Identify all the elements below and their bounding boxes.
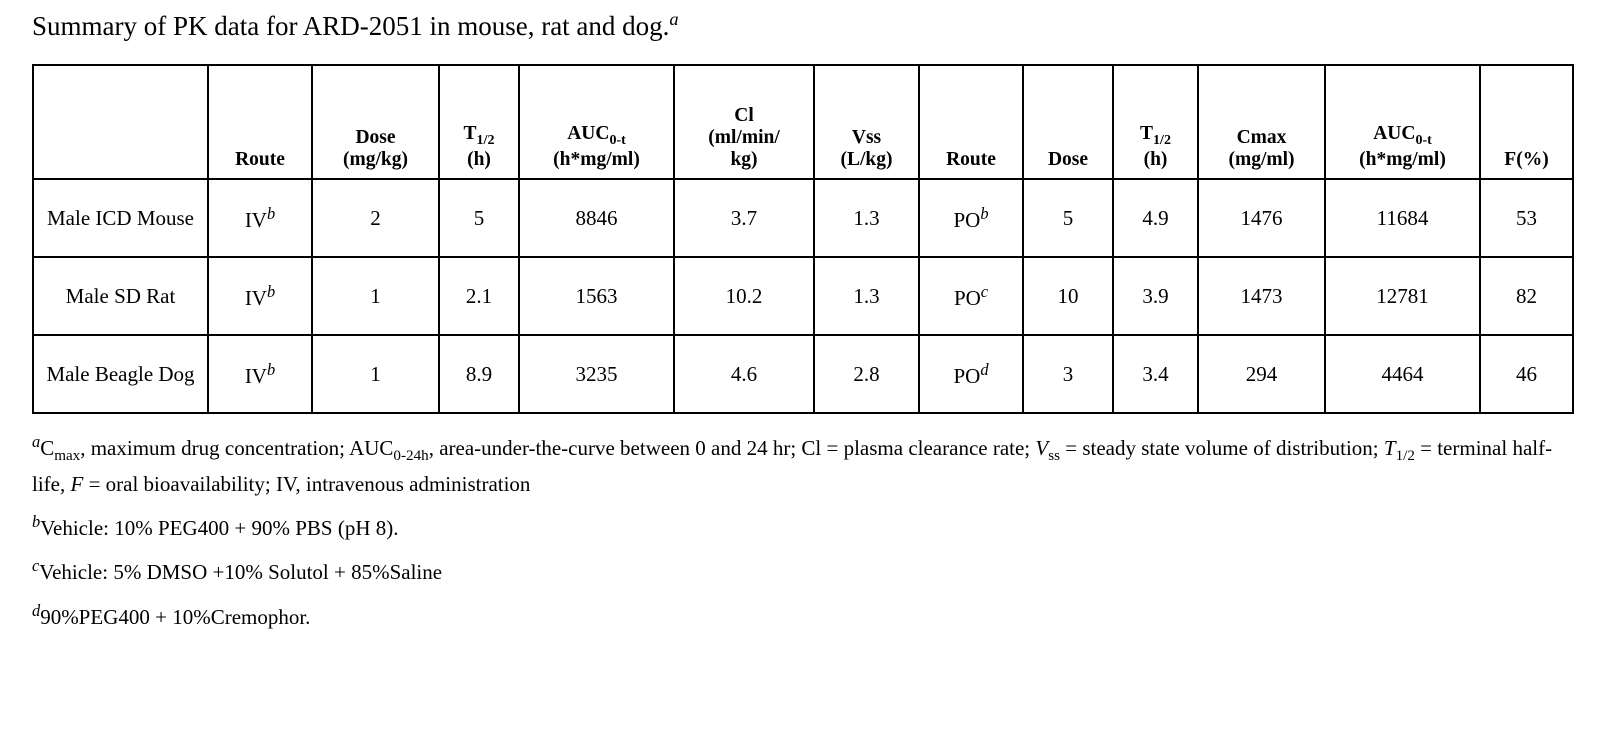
cell-route-po: $PO^d$ <box>919 335 1023 413</box>
table-row <box>33 179 1573 257</box>
column-header-vss: Vss (L/kg) <box>814 65 919 179</box>
cell-animal: Male Beagle Dog <box>33 335 208 413</box>
page-title-footnote-marker: a <box>669 9 679 29</box>
cell-thalf-po: 3.4 <box>1113 335 1198 413</box>
cell-dose-po: 3 <box>1023 335 1113 413</box>
column-header-route-po: Route <box>919 65 1023 179</box>
column-header-thalf-iv: $T_{1/2}$ (h) <box>439 65 519 179</box>
cell-thalf-iv: 5 <box>439 179 519 257</box>
cell-thalf-iv: 2.1 <box>439 257 519 335</box>
table-row <box>33 335 1573 413</box>
cell-animal: Male SD Rat <box>33 257 208 335</box>
page-title-text: Summary of PK data for ARD-2051 in mouse, rat and dog. <box>32 11 670 41</box>
cell-cl: 3.7 <box>674 179 814 257</box>
cell-thalf-iv: 8.9 <box>439 335 519 413</box>
cell-auc-po: 12781 <box>1325 257 1480 335</box>
cell-vss: 2.8 <box>814 335 919 413</box>
cell-dose-iv: 1 <box>312 257 439 335</box>
cell-dose-iv: 2 <box>312 179 439 257</box>
cell-route-iv: $IV^b$ <box>208 179 312 257</box>
cell-cl: 10.2 <box>674 257 814 335</box>
table-header-row <box>33 65 1573 179</box>
footnote-c: $^c$Vehicle: 5% DMSO +10% Solutol + 85%Saline <box>32 556 443 585</box>
column-header-route-iv: Route <box>208 65 312 179</box>
cell-auc-iv: 8846 <box>519 179 674 257</box>
column-header-auc-po: $AUC_{0-t}$ (h*mg/ml) <box>1325 65 1480 179</box>
document-page <box>0 8 1612 740</box>
cell-route-po: $PO^b$ <box>919 179 1023 257</box>
column-header-dose-iv: Dose (mg/kg) <box>312 65 439 179</box>
cell-cmax: 294 <box>1198 335 1325 413</box>
column-header-auc-iv: $AUC_{0-t}$ (h*mg/ml) <box>519 65 674 179</box>
column-header-cl: Cl (ml/min/ kg) <box>674 65 814 179</box>
footnote-a: $^aC_{max}$, maximum drug concentration; $AUC_{0-24h}$, area-under-the-curve between 0 and 24 hr; Cl = plasma clearance rate; $V_{ss}$ = steady state volume of distribution; $T_{1/2}$ = terminal half-life, F = oral bioavailability; IV, intravenous administration <box>32 432 1553 496</box>
cell-f: 53 <box>1480 179 1573 257</box>
footnote-b: $^b$Vehicle: 10% PEG400 + 90% PBS (pH 8). <box>32 511 399 540</box>
column-header-f: F(%) <box>1480 65 1573 179</box>
cell-cmax: 1473 <box>1198 257 1325 335</box>
cell-route-iv: $IV^b$ <box>208 335 312 413</box>
page-title <box>32 8 1612 42</box>
cell-route-po: $PO^c$ <box>919 257 1023 335</box>
pk-data-table <box>32 64 1574 414</box>
table-header <box>33 65 1573 179</box>
cell-auc-po: 4464 <box>1325 335 1480 413</box>
column-header-dose-po: Dose <box>1023 65 1113 179</box>
cell-auc-po: 11684 <box>1325 179 1480 257</box>
cell-vss: 1.3 <box>814 257 919 335</box>
cell-auc-iv: 3235 <box>519 335 674 413</box>
footnotes <box>32 430 1572 632</box>
cell-thalf-po: 3.9 <box>1113 257 1198 335</box>
cell-dose-iv: 1 <box>312 335 439 413</box>
column-header-blank <box>33 65 208 179</box>
cell-dose-po: 5 <box>1023 179 1113 257</box>
cell-route-iv: $IV^b$ <box>208 257 312 335</box>
table-body <box>33 179 1573 413</box>
cell-vss: 1.3 <box>814 179 919 257</box>
cell-cl: 4.6 <box>674 335 814 413</box>
cell-f: 82 <box>1480 257 1573 335</box>
cell-f: 46 <box>1480 335 1573 413</box>
cell-animal: Male ICD Mouse <box>33 179 208 257</box>
cell-dose-po: 10 <box>1023 257 1113 335</box>
column-header-cmax: Cmax (mg/ml) <box>1198 65 1325 179</box>
cell-auc-iv: 1563 <box>519 257 674 335</box>
cell-thalf-po: 4.9 <box>1113 179 1198 257</box>
cell-cmax: 1476 <box>1198 179 1325 257</box>
column-header-thalf-po: $T_{1/2}$ (h) <box>1113 65 1198 179</box>
table-row <box>33 257 1573 335</box>
footnote-d: $^d$90%PEG400 + 10%Cremophor. <box>32 600 311 629</box>
